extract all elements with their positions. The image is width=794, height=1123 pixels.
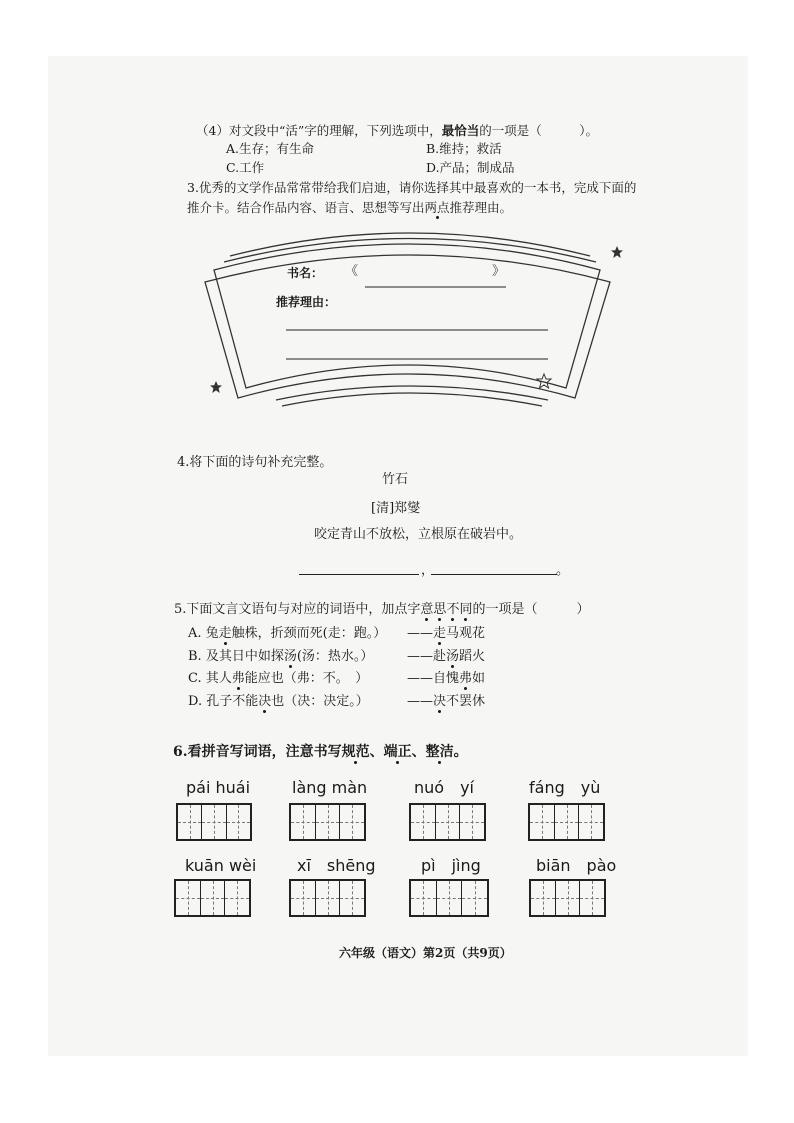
q6-stem-a: 6.看拼音写词语，注意书写	[173, 744, 342, 760]
q4-poem-prompt: 4.将下面的诗句补充完整。	[177, 455, 333, 470]
book-name-label: 书名：	[287, 266, 324, 280]
opt-dash: ——自愧	[407, 671, 460, 686]
pinyin-label: nuó yí	[414, 778, 474, 797]
opt-dot-char: 弗	[231, 671, 245, 686]
writing-grid[interactable]	[409, 803, 486, 841]
q6-emph: 规范	[341, 744, 370, 760]
book-open-bracket: 《	[345, 264, 359, 279]
opt-dot-char: 走	[218, 626, 232, 641]
poem-author: [清]郑燮	[371, 501, 421, 516]
reason-label: 推荐理由：	[276, 295, 337, 309]
q5-option-d-right	[407, 694, 485, 710]
q3-stem-line1: 3.优秀的文学作品常常带给我们启迪，请你选择其中最喜欢的一本书，完成下面的	[187, 180, 637, 195]
writing-grid[interactable]	[176, 803, 252, 841]
q5-dot-char: 思	[433, 602, 447, 617]
opt-dot-char: 决	[433, 694, 447, 709]
poem-line: 咬定青山不放松，立根原在破岩中。	[314, 527, 523, 542]
pinyin-label: xī shēng	[297, 856, 376, 875]
pinyin-label: biān pào	[536, 856, 617, 875]
opt-text: 不罢休	[446, 694, 486, 709]
q6-emph: 整洁	[425, 744, 454, 760]
book-close-bracket: 》	[492, 264, 506, 279]
poem-period: 。	[556, 563, 570, 578]
card-bottom-arc	[282, 393, 542, 406]
writing-grid[interactable]	[528, 803, 605, 841]
page-footer: 六年级（语文）第2页（共9页）	[339, 946, 512, 960]
opt-text: 能应也（弗：不。 ）	[244, 671, 369, 686]
pinyin-label: pái huái	[186, 778, 251, 797]
q3-line2-b: 推荐理由。	[449, 200, 513, 215]
q5-stem-b: 的一项是（ ）	[472, 602, 590, 617]
opt-text: A. 兔	[188, 626, 219, 641]
card-top-arc	[224, 239, 596, 263]
star-icon	[611, 246, 623, 258]
q5-option-c-right	[407, 671, 485, 687]
q6-end: 。	[453, 744, 468, 760]
writing-grid[interactable]	[529, 879, 606, 917]
q4-option-a: A.生存；有生命	[226, 141, 315, 156]
q4-part4-stem-text: （4）对文段中“活”字的理解，下列选项中，	[196, 123, 442, 138]
opt-text: B. 及其日中如探	[188, 649, 284, 664]
q5-dot-char: 意	[420, 602, 434, 617]
opt-dash: ——	[407, 694, 433, 709]
q5-option-a-right	[407, 626, 485, 642]
pinyin-label: fáng yù	[529, 778, 601, 797]
writing-grid[interactable]	[289, 879, 366, 917]
pinyin-label: kuān wèi	[185, 856, 257, 875]
poem-blank-2[interactable]	[431, 574, 557, 575]
q5-option-a-left	[188, 626, 386, 642]
opt-dash: ——赴	[407, 649, 447, 664]
q6-stem	[173, 744, 468, 760]
writing-grid[interactable]	[289, 803, 366, 841]
pinyin-label: làng màn	[292, 778, 368, 797]
opt-dash: ——	[407, 626, 433, 641]
poem-comma: ，	[421, 563, 435, 578]
poem-blank-1[interactable]	[299, 574, 419, 575]
opt-text: D. 孔子不能	[188, 694, 259, 709]
q5-option-b-right	[407, 649, 485, 665]
q3-line2-a: 推介卡。结合作品内容、语言、思想等写出	[187, 200, 425, 215]
star-icon	[210, 381, 222, 393]
q3-line2-emph: 两点	[424, 200, 450, 215]
q4-part4-stem-end: 的一项是（ ）。	[479, 123, 599, 138]
q6-sep: 、	[369, 744, 384, 760]
card-inner-border	[214, 244, 600, 388]
q5-stem-a: 5.下面文言文语句与对应的词语中，加点字	[174, 602, 421, 617]
opt-text: 蹈火	[459, 649, 486, 664]
q4-option-b: B.维持；救活	[426, 141, 502, 156]
q5-dot-char: 不	[446, 602, 460, 617]
opt-dot-char: 汤	[283, 649, 297, 664]
q6-sep: 、	[411, 744, 426, 760]
opt-text: 马观花	[446, 626, 486, 641]
opt-text: (汤：热水。）	[296, 649, 374, 664]
q5-option-c-left	[188, 671, 368, 687]
q4-option-c: C.工作	[226, 160, 265, 175]
q5-dot-char: 同	[459, 602, 473, 617]
opt-text: 也（决：决定。）	[271, 694, 369, 709]
opt-dot-char: 走	[433, 626, 447, 641]
opt-dot-char: 弗	[459, 671, 473, 686]
q5-option-b-left	[188, 649, 373, 665]
opt-text: 如	[472, 671, 486, 686]
opt-dot-char: 决	[258, 694, 272, 709]
q6-emph: 端正	[383, 744, 412, 760]
q4-part4-emph: 最恰当	[441, 123, 480, 138]
opt-dot-char: 汤	[446, 649, 460, 664]
writing-grid[interactable]	[174, 879, 251, 917]
writing-grid[interactable]	[409, 879, 489, 917]
q5-option-d-left	[188, 694, 369, 710]
opt-text: C. 其人	[188, 671, 232, 686]
opt-text: 触株，折颈而死(走：跑。）	[231, 626, 387, 641]
star-outline-icon	[537, 374, 551, 388]
q4-option-d: D.产品；制成品	[426, 160, 515, 175]
card-outer-border	[205, 255, 610, 398]
pinyin-label: pì jìng	[421, 856, 481, 875]
poem-title: 竹石	[382, 472, 409, 487]
q5-stem	[174, 602, 589, 618]
